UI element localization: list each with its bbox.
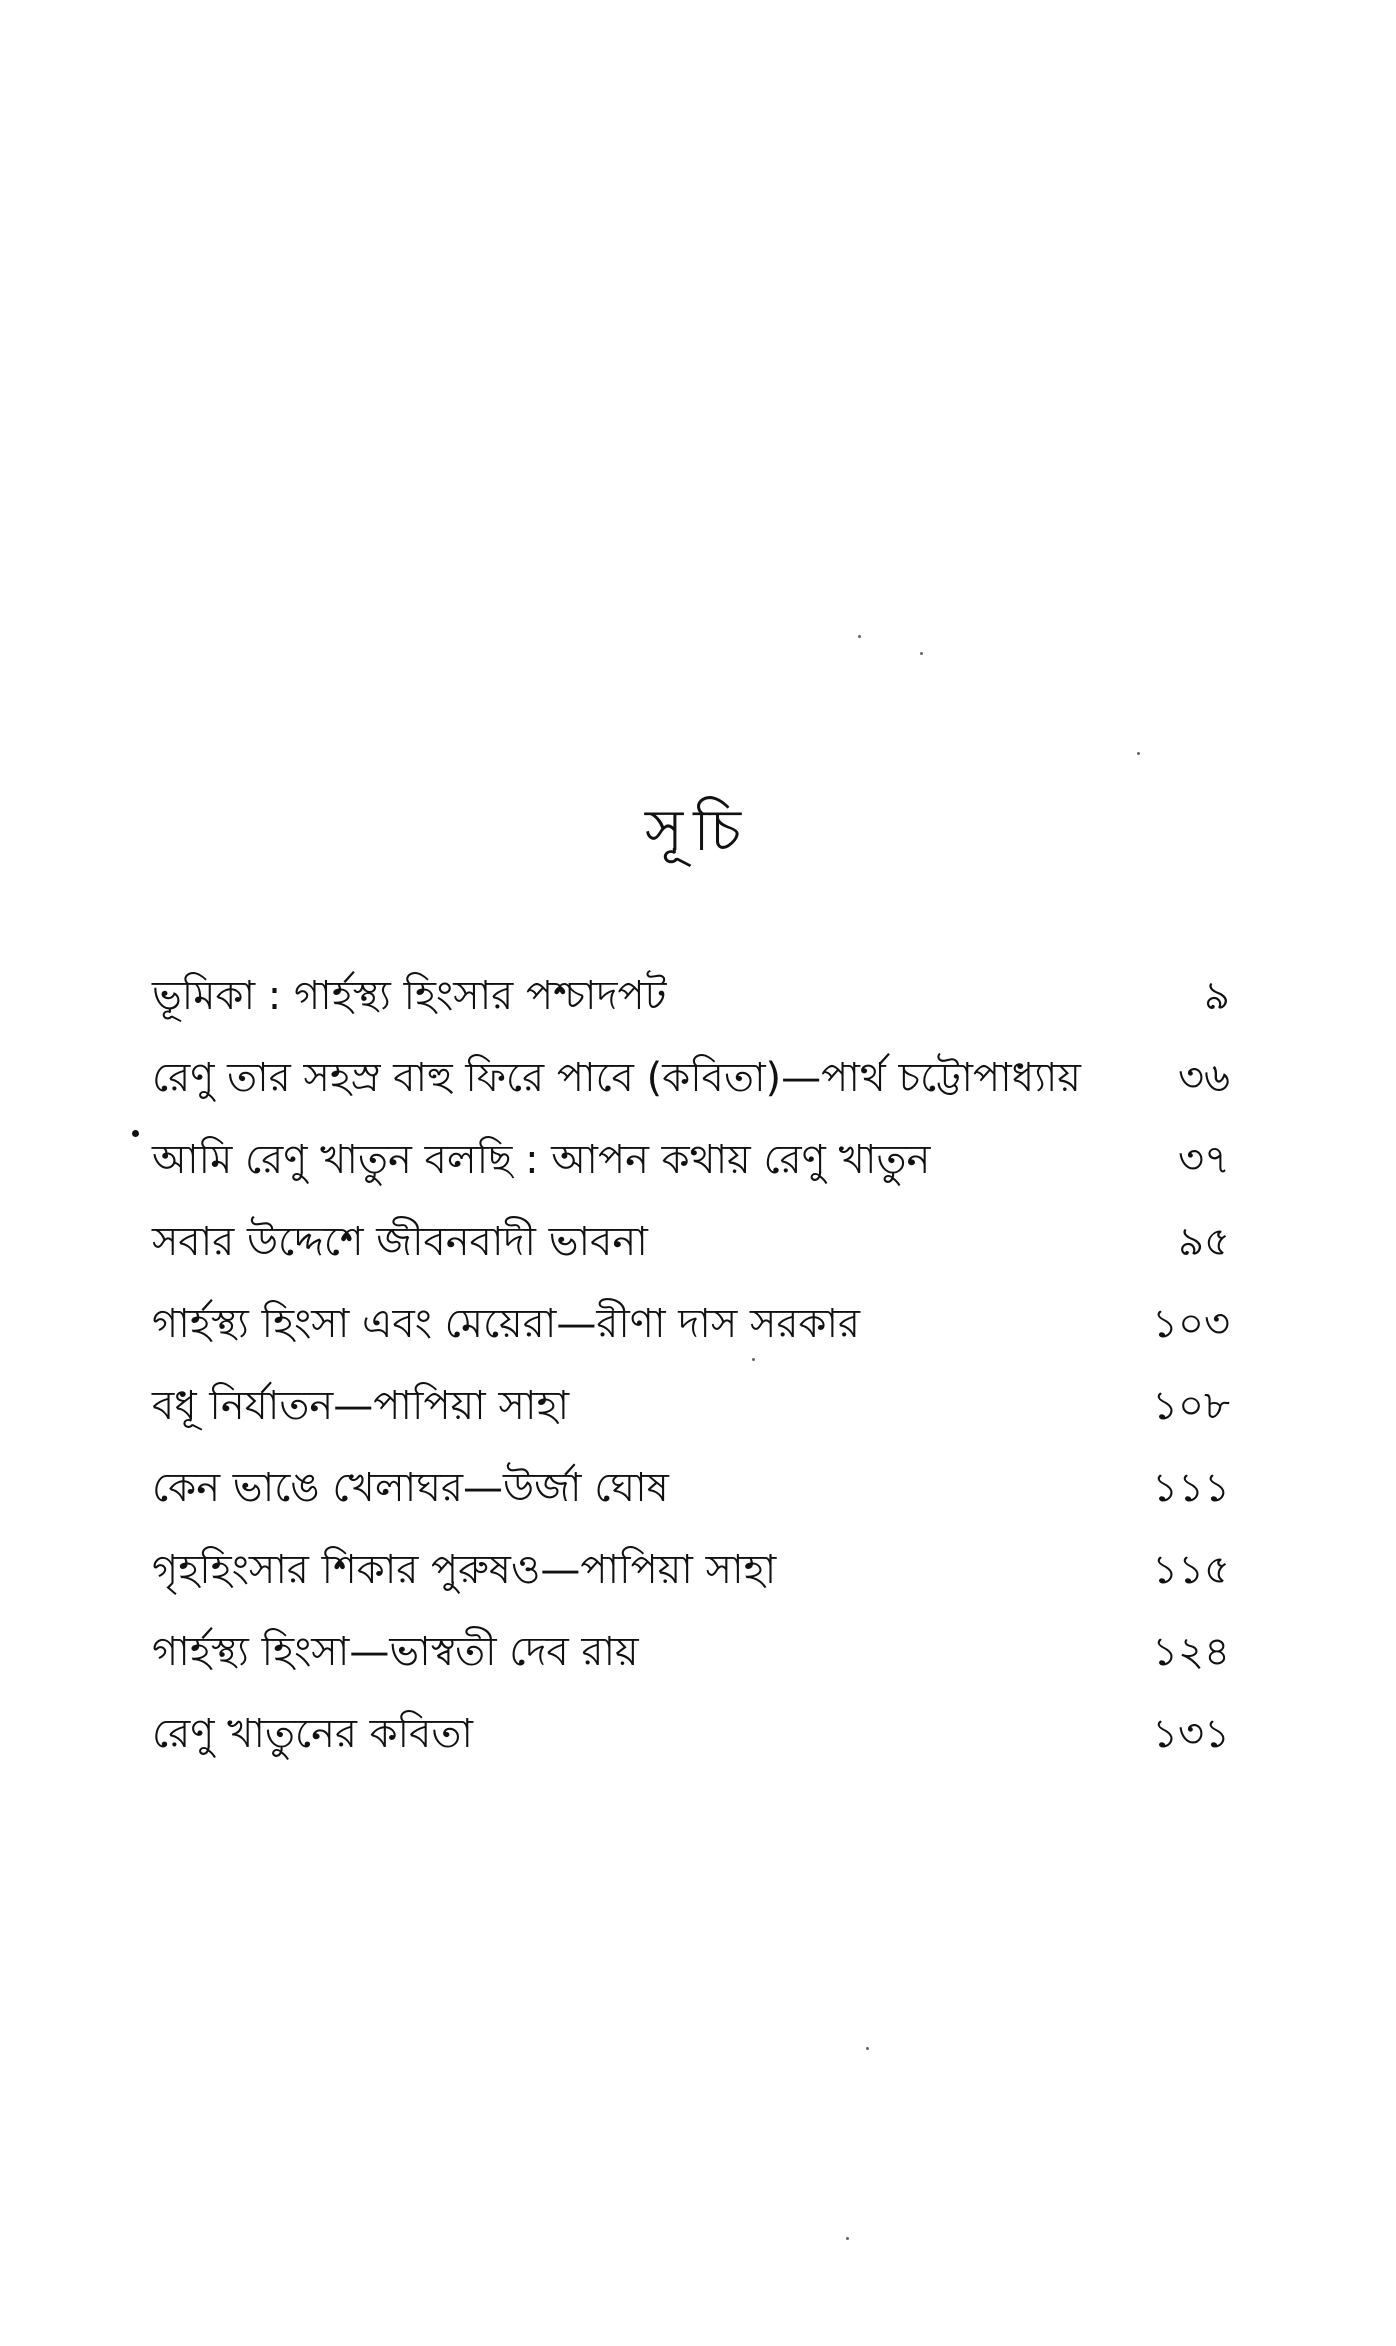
toc-entry bbox=[152, 1037, 1230, 1119]
ink-mark bbox=[132, 1130, 139, 1137]
toc-entry-title: গার্হস্থ্য হিংসা—ভাস্বতী দেব রায় bbox=[152, 1629, 639, 1675]
toc-entry bbox=[152, 1283, 1230, 1365]
toc-entry-page: ৩৭ bbox=[1177, 1137, 1230, 1183]
toc-entry bbox=[152, 955, 1230, 1037]
toc-entry-page: ৩৬ bbox=[1177, 1055, 1230, 1101]
toc-entry-page: ৯ bbox=[1204, 973, 1230, 1019]
toc-entry-title: কেন ভাঙে খেলাঘর—উর্জা ঘোষ bbox=[152, 1465, 669, 1511]
toc-entry bbox=[152, 1201, 1230, 1283]
toc-entry bbox=[152, 1611, 1230, 1693]
toc-entry-title: রেণু তার সহস্র বাহু ফিরে পাবে (কবিতা)—পার্থ চট্টোপাধ্যায় bbox=[152, 1055, 1081, 1101]
table-of-contents bbox=[152, 955, 1230, 1775]
toc-entry-title: গৃহহিংসার শিকার পুরুষও—পাপিয়া সাহা bbox=[152, 1547, 777, 1593]
toc-entry-page: ১০৮ bbox=[1152, 1383, 1230, 1429]
scan-speck bbox=[920, 652, 923, 655]
toc-entry-page: ১০৩ bbox=[1152, 1301, 1230, 1347]
toc-entry-page: ১১৫ bbox=[1152, 1547, 1230, 1593]
toc-entry bbox=[152, 1529, 1230, 1611]
page-title: সূচি bbox=[644, 796, 752, 864]
toc-entry-page: ১২৪ bbox=[1152, 1629, 1230, 1675]
toc-entry-title: বধূ নির্যাতন—পাপিয়া সাহা bbox=[152, 1383, 570, 1429]
toc-entry bbox=[152, 1365, 1230, 1447]
toc-entry-page: ৯৫ bbox=[1178, 1219, 1230, 1265]
toc-entry-title: গার্হস্থ্য হিংসা এবং মেয়েরা—রীণা দাস সরকার bbox=[152, 1301, 861, 1347]
toc-entry-title: ভূমিকা : গার্হস্থ্য হিংসার পশ্চাদপট bbox=[152, 973, 667, 1019]
scan-speck bbox=[1137, 752, 1140, 755]
scan-speck bbox=[846, 2237, 849, 2240]
scan-speck bbox=[866, 2047, 869, 2050]
toc-entry bbox=[152, 1447, 1230, 1529]
toc-entry-title: সবার উদ্দেশে জীবনবাদী ভাবনা bbox=[152, 1219, 648, 1265]
toc-entry bbox=[152, 1693, 1230, 1775]
toc-entry-page: ১৩১ bbox=[1152, 1711, 1230, 1757]
toc-entry-page: ১১১ bbox=[1152, 1465, 1230, 1511]
scan-speck bbox=[858, 635, 861, 638]
toc-entry-title: রেণু খাতুনের কবিতা bbox=[152, 1711, 473, 1757]
scan-speck bbox=[752, 1358, 755, 1361]
toc-entry-title: আমি রেণু খাতুন বলছি : আপন কথায় রেণু খাতুন bbox=[152, 1137, 931, 1183]
toc-entry bbox=[152, 1119, 1230, 1201]
